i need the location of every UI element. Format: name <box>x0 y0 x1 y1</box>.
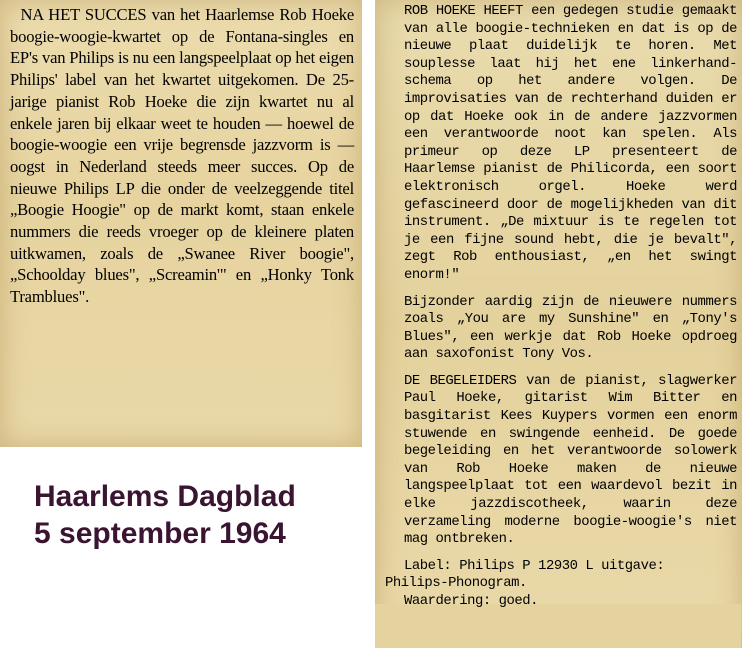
publication-date: 5 september 1964 <box>34 517 286 550</box>
right-clipping-bottom <box>375 604 741 648</box>
p1-body: een gedegen studie gemaakt van alle boogie-technieken en dat is op de nieuwe plaat duidelijk te horen. Met souplesse laat hij het ene linkerhand-schema op het andere volgen. De improvisaties van de rechterhand duiden er op dat Hoeke ook in de andere jazzvormen een verantwoorde noot kan spelen. Als primeur op deze LP presenteert de Haarlemse pianist de Philicorda, een soort elektronisch orgel. Hoeke werd gefascineerd door de mogelijkheden van dit instrument. „De mixtuur is te regelen tot je een fijne sound hebt, die je bevalt", zegt Rob enthousiast, „en het swingt enorm!" <box>404 3 737 283</box>
label-line-2: Philips-Phonogram. <box>385 575 527 592</box>
source-caption <box>34 478 296 552</box>
left-article-body: van het Haarlemse Rob Hoeke boogie-woogie-kwartet op de Fontana-singles en EP's van Philips is nu een langspeelplaat op het eigen Philips' label van het kwartet uitgekomen. De 25-jarige pianist Rob Hoeke die zijn kwartet nu al enkele jaren bij elkaar weet te houden — hoewel de boogie-woogie een vrije begrensde jazzvorm is — oogst in Nederland steeds meer succes. Op de nieuwe Philips LP die onder de veelzeggende titel „Boogie Hoogie" op de markt komt, staan enkele nummers die reeds vroeger op de kleinere platen uitkwamen, zoals de „Swanee River boogie", „Schoolday blues", „Screamin'" en „Honky Tonk Tramblues". <box>10 5 355 307</box>
label-line-1: Label: Philips P 12930 L uitgave: <box>404 557 665 574</box>
right-paragraph-1 <box>385 3 737 285</box>
right-paragraph-2 <box>385 294 737 364</box>
left-article-paragraph <box>10 4 354 308</box>
p3-body: van de pianist, slagwerker Paul Hoeke, gitarist Wim Bitter en basgitarist Kees Kuypers vormen een enorm stuwende en swingende eenheid. De goede begeleiding en het verantwoorde solowerk van Rob Hoeke maken de nieuwe langspeelplaat tot een waardevol bezit in elke jazzdiscotheek, waarin deze verzameling moderne boogie-woogie's niet mag ontbreken. <box>404 372 738 548</box>
lead-caps: NA HET SUCCES <box>20 5 147 24</box>
p2-body: Bijzonder aardig zijn de nieuwere nummers zoals „You are my Sunshine" en „Tony's Blues", een werkje dat Rob Hoeke opdroeg aan saxofonist Tony Vos. <box>404 293 737 363</box>
rating-line: Waardering: goed. <box>404 593 539 609</box>
right-paragraph-3 <box>385 373 737 549</box>
left-article-column <box>10 4 354 308</box>
right-article-column <box>385 3 737 611</box>
newspaper-name: Haarlems Dagblad <box>34 480 296 513</box>
p1-caps: ROB HOEKE HEEFT <box>404 3 523 19</box>
p3-caps: DE BEGELEIDERS <box>404 372 517 389</box>
